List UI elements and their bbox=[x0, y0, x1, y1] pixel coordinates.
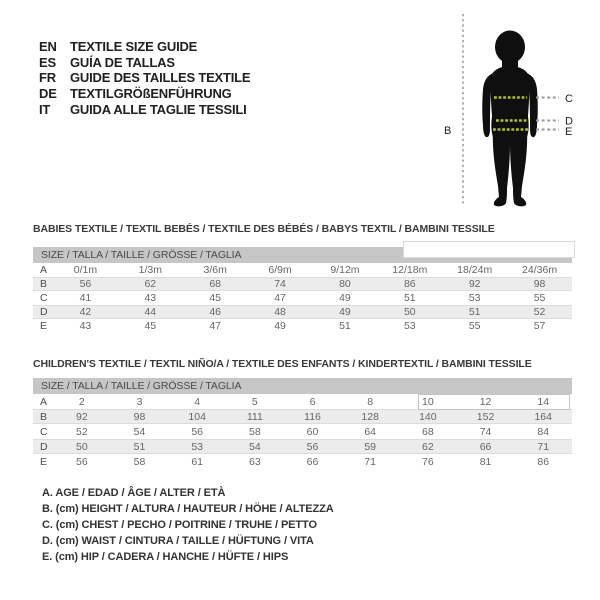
table-cell: 49 bbox=[339, 306, 351, 318]
table-cell: 92 bbox=[75, 410, 88, 423]
table-cell: 12 bbox=[479, 395, 492, 408]
table-cell: 52 bbox=[533, 306, 546, 318]
table-cell: 152 bbox=[476, 410, 495, 423]
table-cell: 51 bbox=[339, 320, 351, 332]
table-row bbox=[33, 291, 572, 305]
table-cell: 50 bbox=[403, 306, 416, 318]
table-cell: 6 bbox=[309, 395, 316, 408]
table-cell: 66 bbox=[306, 455, 319, 468]
table-cell: 2 bbox=[78, 395, 85, 408]
list-item bbox=[39, 86, 250, 102]
guide-title: GUIDA ALLE TAGLIE TESSILI bbox=[70, 101, 247, 117]
table-cell: 42 bbox=[79, 306, 92, 318]
legend-line-hip: E. (cm) HIP / CADERA / HANCHE / HÜFTE / HIPS bbox=[42, 551, 289, 563]
legend-line-waist: D. (cm) WAIST / CINTURA / TAILLE / HÜFTUNG / VITA bbox=[42, 535, 314, 547]
guide-title: GUIDE DES TAILLES TEXTILE bbox=[70, 70, 251, 86]
language-code: ES bbox=[39, 54, 56, 70]
measurement-figure bbox=[430, 10, 600, 210]
language-title-list bbox=[39, 39, 250, 117]
table-cell: 44 bbox=[144, 306, 157, 318]
table-cell: 5 bbox=[251, 395, 258, 408]
table-cell: 58 bbox=[249, 425, 261, 438]
table-cell: 84 bbox=[537, 425, 550, 438]
row-label: A bbox=[40, 395, 48, 408]
table-cell: 68 bbox=[422, 425, 434, 438]
silhouette-torso bbox=[491, 66, 529, 145]
language-code: DE bbox=[39, 86, 57, 102]
table-cell: 0/1m bbox=[73, 264, 98, 276]
table-cell: 24/36m bbox=[522, 264, 558, 276]
table-cell: 54 bbox=[249, 440, 261, 453]
table-cell: 55 bbox=[533, 292, 546, 304]
table-row bbox=[33, 439, 572, 454]
table-cell: 51 bbox=[133, 440, 146, 453]
table-cell: 18/24m bbox=[457, 264, 493, 276]
table-cell: 54 bbox=[133, 425, 146, 438]
table-cell: 62 bbox=[422, 440, 434, 453]
table-cell: 47 bbox=[209, 320, 222, 332]
table-cell: 52 bbox=[75, 425, 88, 438]
chest-label: C bbox=[565, 93, 573, 105]
table-cell: 60 bbox=[306, 425, 319, 438]
table-header: SIZE / TALLA / TAILLE / GRÖSSE / TAGLIA bbox=[33, 247, 572, 263]
table-cell: 58 bbox=[133, 455, 146, 468]
table-cell: 76 bbox=[422, 455, 434, 468]
table-cell: 1/3m bbox=[138, 264, 162, 276]
table-row bbox=[33, 319, 572, 333]
hip-label: E bbox=[565, 126, 573, 138]
table-row bbox=[33, 263, 572, 277]
table-cell: 98 bbox=[533, 278, 546, 290]
row-label: B bbox=[40, 278, 48, 290]
table-cell: 56 bbox=[79, 278, 92, 290]
language-code: FR bbox=[39, 70, 56, 86]
legend-line-age: A. AGE / EDAD / ÂGE / ALTER / ETÀ bbox=[42, 487, 226, 499]
legend-line-height: B. (cm) HEIGHT / ALTURA / HAUTEUR / HÖHE / ALTEZZA bbox=[42, 503, 334, 515]
table-cell: 68 bbox=[209, 278, 222, 290]
table-cell: 56 bbox=[191, 425, 204, 438]
table-cell: 80 bbox=[339, 278, 351, 290]
row-label: C bbox=[40, 292, 48, 304]
list-item bbox=[39, 39, 250, 55]
row-label: E bbox=[40, 320, 48, 332]
table-cell: 66 bbox=[479, 440, 492, 453]
table-cell: 53 bbox=[403, 320, 416, 332]
table-cell: 57 bbox=[533, 320, 546, 332]
row-label: A bbox=[40, 264, 48, 276]
row-label: D bbox=[40, 440, 48, 453]
language-code: EN bbox=[39, 39, 57, 55]
table-cell: 43 bbox=[79, 320, 92, 332]
table-cell: 4 bbox=[194, 395, 201, 408]
table-cell: 51 bbox=[403, 292, 416, 304]
language-code: IT bbox=[39, 101, 51, 117]
table-cell: 50 bbox=[75, 440, 88, 453]
table-cell: 53 bbox=[468, 292, 481, 304]
table-row bbox=[33, 277, 572, 291]
list-item bbox=[39, 55, 250, 71]
table-cell: 41 bbox=[79, 292, 92, 304]
table-row bbox=[33, 394, 572, 409]
table-cell: 92 bbox=[468, 278, 481, 290]
table-cell: 3/6m bbox=[203, 264, 227, 276]
guide-title: TEXTILGRÖßENFÜHRUNG bbox=[70, 86, 232, 102]
waist-label: D bbox=[565, 115, 573, 128]
table-cell: 49 bbox=[339, 292, 351, 304]
table-cell: 45 bbox=[144, 320, 157, 332]
table-cell: 51 bbox=[468, 306, 481, 318]
guide-title: TEXTILE SIZE GUIDE bbox=[70, 39, 198, 55]
table-cell: 71 bbox=[364, 455, 377, 468]
table-cell: 56 bbox=[75, 455, 88, 468]
table-cell: 56 bbox=[306, 440, 319, 453]
table-cell: 128 bbox=[361, 410, 379, 423]
table-cell: 45 bbox=[209, 292, 222, 304]
table-row bbox=[33, 424, 572, 439]
table-cell: 48 bbox=[274, 306, 286, 318]
table-cell: 46 bbox=[209, 306, 222, 318]
table-cell: 3 bbox=[136, 395, 143, 408]
row-label: B bbox=[40, 410, 48, 423]
children-section-title: CHILDREN'S TEXTILE / TEXTIL NIÑO/A / TEXTILE DES ENFANTS / KINDERTEXTIL / BAMBINI TESSILE bbox=[33, 358, 532, 370]
height-label: B bbox=[444, 125, 452, 137]
list-item bbox=[39, 70, 250, 86]
table-cell: 104 bbox=[188, 410, 206, 423]
table-cell: 86 bbox=[403, 278, 416, 290]
table-cell: 62 bbox=[144, 278, 157, 290]
table-cell: 14 bbox=[537, 395, 550, 408]
table-cell: 49 bbox=[274, 320, 286, 332]
table-cell: 59 bbox=[364, 440, 377, 453]
row-label: D bbox=[40, 306, 48, 318]
table-cell: 55 bbox=[468, 320, 481, 332]
babies-size-table bbox=[33, 247, 572, 333]
legend-line-chest: C. (cm) CHEST / PECHO / POITRINE / TRUHE / PETTO bbox=[42, 519, 317, 531]
babies-section-title: BABIES TEXTILE / TEXTIL BEBÉS / TEXTILE DES BÉBÉS / BABYS TEXTIL / BAMBINI TESSILE bbox=[33, 223, 495, 235]
table-cell: 6/9m bbox=[268, 264, 292, 276]
table-cell: 81 bbox=[479, 455, 492, 468]
table-cell: 8 bbox=[367, 395, 374, 408]
table-cell: 74 bbox=[479, 425, 492, 438]
table-cell: 164 bbox=[534, 410, 552, 423]
table-cell: 116 bbox=[304, 410, 321, 423]
table-cell: 140 bbox=[419, 410, 437, 423]
table-cell: 53 bbox=[191, 440, 204, 453]
table-cell: 43 bbox=[144, 292, 157, 304]
table-cell: 10 bbox=[422, 395, 434, 408]
measurement-legend bbox=[42, 485, 334, 565]
row-label: C bbox=[40, 425, 48, 438]
child-size-figure bbox=[430, 10, 600, 210]
table-cell: 64 bbox=[364, 425, 377, 438]
table-cell: 111 bbox=[246, 410, 263, 423]
table-cell: 61 bbox=[191, 455, 204, 468]
list-item bbox=[39, 101, 250, 117]
table-cell: 12/18m bbox=[392, 264, 428, 276]
table-row bbox=[33, 305, 572, 319]
table-cell: 63 bbox=[249, 455, 261, 468]
table-row bbox=[33, 409, 572, 424]
guide-title: GUÍA DE TALLAS bbox=[70, 54, 175, 70]
table-cell: 47 bbox=[274, 292, 286, 304]
table-header: SIZE / TALLA / TAILLE / GRÖSSE / TAGLIA bbox=[33, 378, 572, 394]
child-silhouette bbox=[482, 31, 538, 207]
table-cell: 9/12m bbox=[330, 264, 360, 276]
table-cell: 71 bbox=[537, 440, 550, 453]
table-cell: 74 bbox=[274, 278, 286, 290]
table-cell: 98 bbox=[133, 410, 146, 423]
row-label: E bbox=[40, 455, 48, 468]
children-size-table bbox=[33, 378, 572, 469]
table-row bbox=[33, 454, 572, 469]
table-cell: 86 bbox=[537, 455, 550, 468]
